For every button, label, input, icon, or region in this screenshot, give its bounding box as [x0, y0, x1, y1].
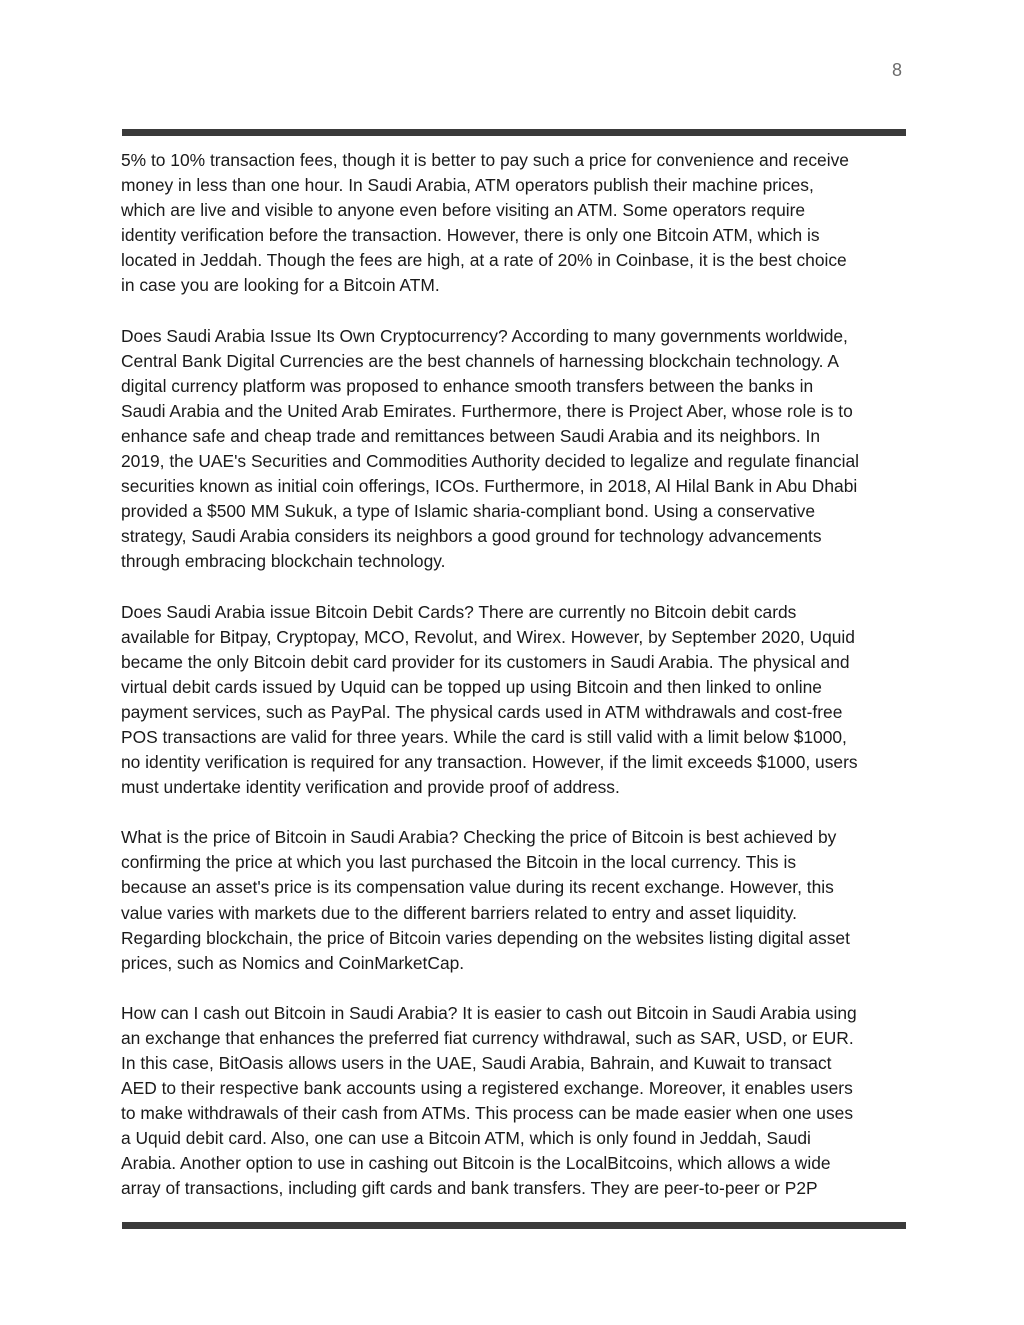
text-line: In this case, BitOasis allows users in the UAE, Saudi Arabia, Bahrain, and Kuwait to transact: [121, 1053, 832, 1073]
text-line: Central Bank Digital Currencies are the best channels of harnessing blockchain technology. A: [121, 350, 839, 371]
text-line: a Uquid debit card. Also, one can use a Bitcoin ATM, which is only found in Jeddah, Saudi: [121, 1128, 811, 1149]
page-number: 8: [891, 60, 902, 80]
text-line: located in Jeddah. Though the fees are high, at a rate of 20% in Coinbase, it is the best choice: [121, 250, 847, 271]
top-divider: [122, 129, 906, 136]
text-line: payment services, such as PayPal. The physical cards used in ATM withdrawals and cost-free: [121, 701, 843, 722]
text-line: money in less than one hour. In Saudi Arabia, ATM operators publish their machine prices,: [121, 175, 814, 196]
text-line: prices, such as Nomics and CoinMarketCap.: [121, 952, 465, 973]
text-line: must undertake identity verification and provide proof of address.: [121, 777, 620, 798]
text-line: Arabia. Another option to use in cashing out Bitcoin is the LocalBitcoins, which allows a wide: [121, 1153, 831, 1174]
text-line: to make withdrawals of their cash from ATMs. This process can be made easier when one uses: [121, 1103, 854, 1124]
paragraph-cryptocurrency: [121, 324, 911, 575]
text-line: strategy, Saudi Arabia considers its neighbors a good ground for technology advancements: [121, 526, 822, 547]
document-body: [121, 148, 911, 1227]
text-line: provided a $500 MM Sukuk, a type of Islamic sharia-compliant bond. Using a conservative: [121, 501, 816, 522]
text-line: which are live and visible to anyone even before visiting an ATM. Some operators require: [121, 200, 806, 221]
text-line: an exchange that enhances the preferred fiat currency withdrawal, such as SAR, USD, or EUR.: [121, 1027, 854, 1048]
text-line: in case you are looking for a Bitcoin ATM.: [121, 275, 440, 296]
paragraph-debit-cards: [121, 600, 911, 801]
text-line: Does Saudi Arabia Issue Its Own Cryptocurrency? According to many governments worldwide,: [121, 325, 848, 346]
text-line: POS transactions are valid for three years. While the card is still valid with a limit below $1000,: [121, 726, 847, 747]
text-line: How can I cash out Bitcoin in Saudi Arabia? It is easier to cash out Bitcoin in Saudi Arabia using: [121, 1002, 857, 1023]
text-line: Does Saudi Arabia issue Bitcoin Debit Cards? There are currently no Bitcoin debit cards: [121, 601, 797, 622]
text-line: through embracing blockchain technology.: [121, 551, 446, 572]
text-line: virtual debit cards issued by Uquid can be topped up using Bitcoin and then linked to online: [121, 676, 822, 697]
text-line: because an asset's price is its compensation value during its recent exchange. However, this: [121, 877, 834, 898]
text-line: no identity verification is required for any transaction. However, if the limit exceeds $1000, users: [121, 752, 858, 773]
text-line: Saudi Arabia and the United Arab Emirates. Furthermore, there is Project Aber, whose role is to: [121, 400, 853, 421]
text-line: What is the price of Bitcoin in Saudi Arabia? Checking the price of Bitcoin is best achieved by: [121, 827, 837, 848]
text-line: securities known as initial coin offerings, ICOs. Furthermore, in 2018, Al Hilal Bank in Abu Dhabi: [121, 476, 858, 497]
paragraph-cash-out: [121, 1001, 911, 1202]
text-line: became the only Bitcoin debit card provider for its customers in Saudi Arabia. The physical and: [121, 651, 850, 672]
paragraph-bitcoin-price: [121, 825, 911, 976]
text-line: enhance safe and cheap trade and remittances between Saudi Arabia and its neighbors. In: [121, 425, 821, 446]
bottom-divider: [122, 1222, 906, 1229]
text-line: 2019, the UAE's Securities and Commodities Authority decided to legalize and regulate financial: [121, 451, 860, 472]
text-line: 5% to 10% transaction fees, though it is better to pay such a price for convenience and receive: [121, 150, 849, 170]
text-line: available for Bitpay, Cryptopay, MCO, Revolut, and Wirex. However, by September 2020, Uquid: [121, 626, 855, 647]
text-line: Regarding blockchain, the price of Bitcoin varies depending on the websites listing digital asset: [121, 927, 850, 948]
text-line: AED to their respective bank accounts using a registered exchange. Moreover, it enables users: [121, 1078, 853, 1099]
text-line: value varies with markets due to the different barriers related to entry and asset liquidity.: [121, 902, 798, 923]
text-line: confirming the price at which you last purchased the Bitcoin in the local currency. This is: [121, 852, 797, 873]
text-line: digital currency platform was proposed to enhance smooth transfers between the banks in: [121, 375, 814, 396]
text-line: array of transactions, including gift cards and bank transfers. They are peer-to-peer or P2P: [121, 1178, 818, 1199]
paragraph-atm-fees: [121, 148, 911, 299]
text-line: identity verification before the transaction. However, there is only one Bitcoin ATM, which is: [121, 225, 820, 246]
